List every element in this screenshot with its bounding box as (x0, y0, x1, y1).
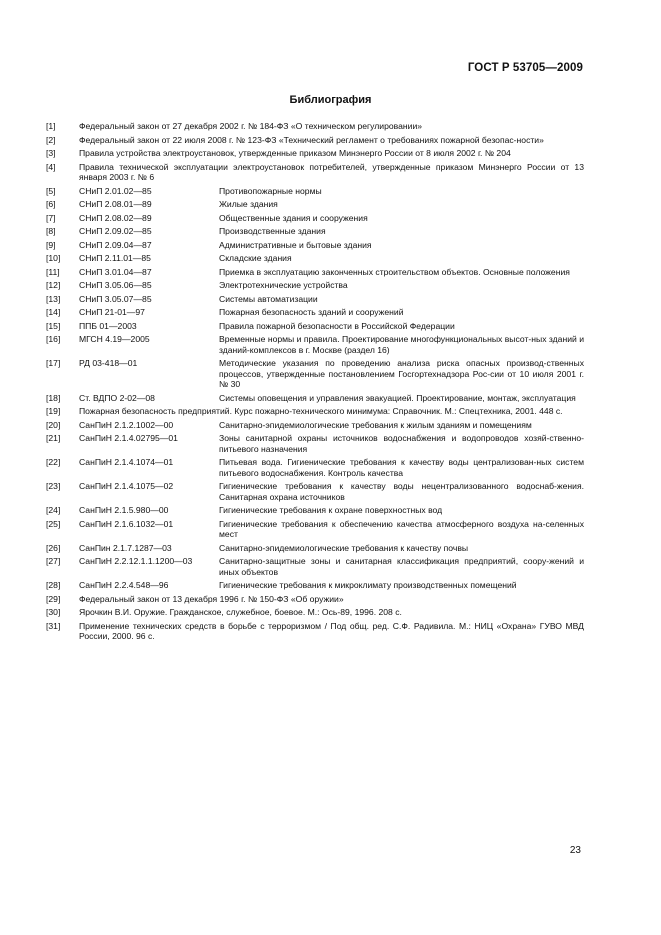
entry-document-code: СНиП 21-01—97 (79, 307, 145, 317)
entry-number: [11] (46, 266, 60, 277)
page-number: 23 (569, 845, 581, 856)
bibliography-entry (46, 594, 584, 605)
bibliography-entry (46, 607, 584, 618)
entry-text: Питьевая вода. Гигиенические требования к качеству воды централизован-ных систем питьевого водоснабжения. Контроль качества (219, 457, 584, 478)
entry-number: [13] (46, 293, 61, 304)
entry-text: Приемка в эксплуатацию законченных строительством объектов. Основные положения (219, 266, 570, 277)
entry-number: [27] (46, 556, 61, 566)
entry-number: [3] (46, 148, 56, 158)
entry-number: [21] (46, 433, 61, 443)
entry-document-code: СанПиН 2.1.4.1074—01 (79, 457, 174, 467)
entry-number: [17] (46, 358, 61, 368)
entry-document-code: СНиП 2.01.02—85 (79, 185, 152, 196)
entry-text: Федеральный закон от 13 декабря 1996 г. № 150-ФЗ «Об оружии» (79, 593, 344, 604)
entry-number: [26] (46, 542, 61, 553)
entry-number: [1] (46, 121, 56, 131)
bibliography-entry (46, 294, 584, 305)
standard-code: ГОСТ Р 53705—2009 (467, 62, 583, 74)
bibliography-entry (46, 393, 584, 404)
entry-text: Ярочкин В.И. Оружие. Гражданское, служебное, боевое. М.: Ось-89, 1996. 208 с. (79, 607, 402, 617)
entry-text: Гигиенические требования к охране поверхностных вод (219, 505, 443, 515)
entry-text: Временные нормы и правила. Проектирование многофункциональных высот-ных зданий и зданий-комплексов в г. Москве (раздел 16) (219, 334, 584, 355)
entry-document-code: СанПиН 2.1.6.1032—01 (79, 518, 174, 529)
bibliography-entry (46, 505, 584, 516)
bibliography-entry (46, 121, 584, 132)
entry-text: Складские здания (219, 253, 292, 263)
entry-text: Пожарная безопасность предприятий. Курс пожарно-технического минимума: Справочник. М.: Спецтехника, 2001. 448 с. (79, 406, 563, 416)
bibliography-entry (46, 321, 584, 332)
bibliography-entry (46, 135, 584, 146)
entry-number: [29] (46, 593, 61, 604)
entry-document-code: СанПиН 2.1.4.1075—02 (79, 481, 174, 491)
bibliography-entry (46, 307, 584, 318)
entry-text: Зоны санитарной охраны источников водоснабжения и водопроводов хозяй-ственно-питьевого назначения (219, 433, 584, 454)
entry-document-code: РД 03-418—01 (79, 358, 138, 368)
bibliography-entry (46, 226, 584, 237)
entry-text: Гигиенические требования к обеспечению качества атмосферного воздуха на-селенных мест (219, 518, 584, 539)
bibliography-entry (46, 240, 584, 251)
entry-document-code: СанПиН 2.2.4.548—96 (79, 580, 169, 590)
entry-number: [15] (46, 320, 61, 331)
entry-number: [28] (46, 580, 61, 590)
entry-number: [18] (46, 392, 61, 403)
entry-text: Федеральный закон от 27 декабря 2002 г. № 184-ФЗ «О техническом регулировании» (79, 121, 423, 131)
entry-text: Общественные здания и сооружения (219, 212, 368, 223)
entry-number: [5] (46, 185, 56, 196)
entry-number: [20] (46, 419, 61, 430)
entry-document-code: СНиП 3.05.06—85 (79, 280, 152, 290)
entry-text: Применение технических средств в борьбе с терроризмом / Под общ. ред. С.Ф. Радивила. М.: НИЦ «Охрана» ГУВО МВД России, 2000. 96 с. (79, 620, 584, 641)
entry-text: Гигиенические требования к качеству воды нецентрализованного водоснаб-жения. Санитарная охрана источников (219, 481, 584, 502)
entry-text: Системы автоматизации (219, 293, 318, 304)
bibliography-list (46, 121, 584, 645)
entry-document-code: СНиП 3.01.04—87 (79, 266, 152, 277)
entry-number: [4] (46, 161, 56, 172)
entry-text: Санитарно-эпидемиологические требования к жилым зданиям и помещениям (219, 419, 532, 430)
entry-text: Системы оповещения и управления эвакуацией. Проектирование, монтаж, эксплуатация (219, 392, 576, 403)
entry-document-code: СанПиН 2.1.2.1002—00 (79, 419, 174, 430)
entry-document-code: СНиП 2.09.04—87 (79, 239, 152, 250)
bibliography-entry (46, 543, 584, 554)
entry-text: Правила технической эксплуатации электроустановок потребителей, утвержденные приказом Минэнерго России от 13 января 2003 г. № 6 (79, 161, 584, 182)
entry-document-code: СНиП 3.05.07—85 (79, 293, 152, 304)
entry-number: [12] (46, 280, 61, 290)
entry-document-code: СНиП 2.08.02—89 (79, 212, 152, 223)
entry-number: [16] (46, 334, 61, 344)
entry-text: Административные и бытовые здания (219, 239, 372, 250)
entry-number: [25] (46, 518, 61, 529)
entry-document-code: СНиП 2.08.01—89 (79, 199, 152, 209)
entry-text: Пожарная безопасность зданий и сооружений (219, 307, 404, 317)
bibliography-entry (46, 556, 584, 577)
entry-text: Методические указания по проведению анализа риска опасных производ-ственных процессов, утвержденные постановлением Госгортехнадзора Рос-сии от 10 июля 2001 г. № 30 (219, 358, 584, 389)
entry-number: [6] (46, 199, 56, 209)
entry-text: Санитарно-эпидемиологические требования к качеству почвы (219, 542, 469, 553)
bibliography-entry (46, 162, 584, 183)
bibliography-entry (46, 253, 584, 264)
bibliography-entry (46, 267, 584, 278)
entry-text: Жилые здания (219, 199, 278, 209)
entry-document-code: Ст. ВДПО 2-02—08 (79, 392, 155, 403)
entry-text: Противопожарные нормы (219, 185, 322, 196)
bibliography-entry (46, 148, 584, 159)
entry-text: Электротехнические устройства (219, 280, 348, 290)
entry-document-code: СНиП 2.11.01—85 (79, 253, 151, 263)
entry-document-code: СанПиН 2.2.12.1.1.1200—03 (79, 556, 193, 566)
bibliography-entry (46, 433, 584, 454)
entry-number: [8] (46, 226, 56, 236)
bibliography-entry (46, 334, 584, 355)
entry-number: [24] (46, 505, 61, 515)
bibliography-entry (46, 213, 584, 224)
entry-number: [14] (46, 307, 61, 317)
entry-text: Санитарно-защитные зоны и санитарная классификация предприятий, соору-жений и иных объектов (219, 556, 584, 577)
entry-document-code: МГСН 4.19—2005 (79, 334, 150, 344)
bibliography-entry (46, 481, 584, 502)
entry-number: [9] (46, 239, 56, 250)
bibliography-entry (46, 358, 584, 390)
bibliography-entry (46, 580, 584, 591)
entry-number: [19] (46, 406, 61, 416)
entry-number: [23] (46, 481, 61, 491)
bibliography-entry (46, 519, 584, 540)
page-title: Библиография (289, 94, 372, 106)
entry-number: [31] (46, 620, 61, 631)
entry-text: Правила устройства электроустановок, утвержденные приказом Минэнерго России от 8 июля 2002 г. № 204 (79, 148, 511, 158)
bibliography-entry (46, 420, 584, 431)
entry-number: [10] (46, 253, 61, 263)
bibliography-entry (46, 406, 584, 417)
entry-number: [7] (46, 212, 56, 223)
entry-document-code: СанПин 2.1.7.1287—03 (79, 542, 172, 553)
entry-document-code: СанПиН 2.1.4.02795—01 (79, 433, 178, 443)
bibliography-entry (46, 199, 584, 210)
bibliography-entry (46, 457, 584, 478)
entry-document-code: СанПиН 2.1.5.980—00 (79, 505, 169, 515)
entry-document-code: ППБ 01—2003 (79, 320, 137, 331)
entry-text: Производственные здания (219, 226, 326, 236)
entry-document-code: СНиП 2.09.02—85 (79, 226, 152, 236)
entry-number: [2] (46, 134, 56, 145)
bibliography-entry (46, 186, 584, 197)
bibliography-entry (46, 280, 584, 291)
entry-text: Правила пожарной безопасности в Российской Федерации (219, 320, 455, 331)
entry-number: [30] (46, 607, 61, 617)
bibliography-entry (46, 621, 584, 642)
entry-text: Федеральный закон от 22 июля 2008 г. № 123-ФЗ «Технический регламент о требованиях пожарной безопас-ности» (79, 134, 544, 145)
entry-number: [22] (46, 457, 61, 467)
entry-text: Гигиенические требования к микроклимату производственных помещений (219, 580, 517, 590)
